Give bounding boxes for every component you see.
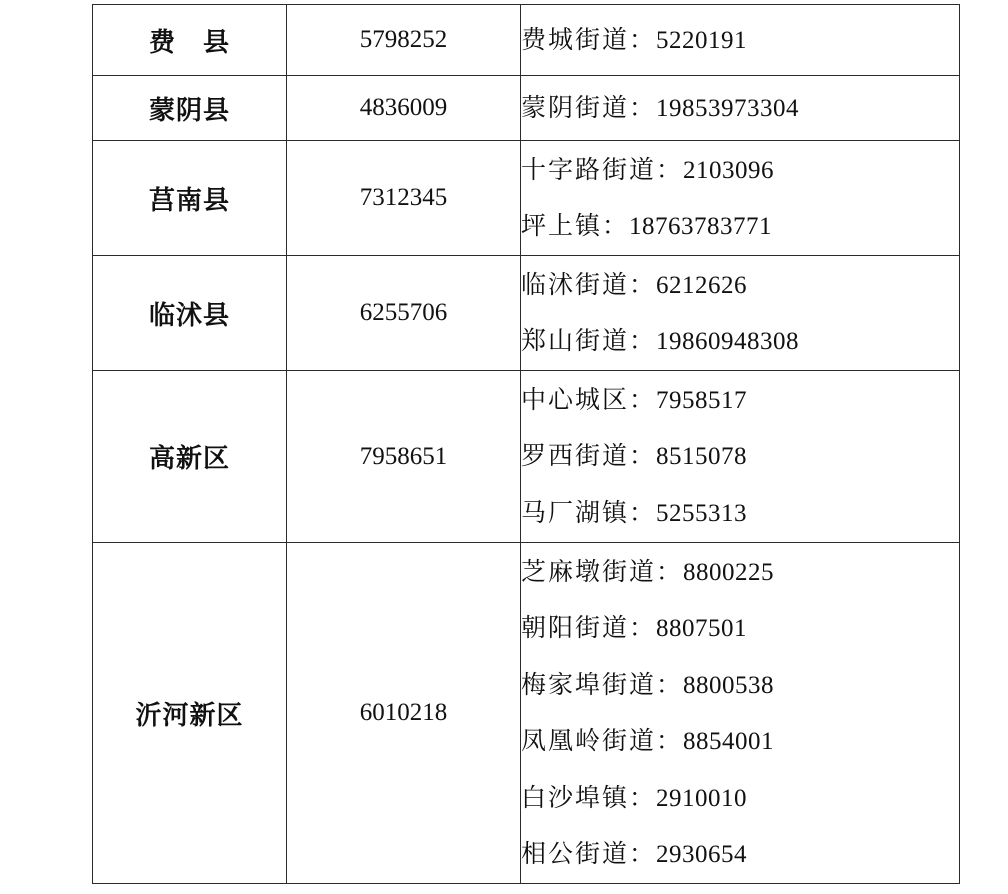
- sub-name: 郑山街道：: [521, 326, 657, 355]
- sub-contact: [521, 80, 959, 137]
- region-name: 蒙阴县: [93, 76, 287, 141]
- sub-contact: [521, 770, 959, 827]
- sub-contact: [521, 428, 959, 485]
- sub-phone: 8515078: [656, 443, 748, 471]
- sub-contact: [521, 257, 959, 314]
- sub-name: 罗西街道：: [521, 441, 657, 471]
- region-phone: 4836009: [287, 76, 521, 141]
- sub-contacts: [521, 141, 960, 256]
- sub-contact: [521, 485, 959, 542]
- sub-contact: [521, 600, 959, 657]
- sub-contacts: [521, 256, 960, 371]
- region-name: 临沭县: [93, 256, 287, 371]
- sub-phone: 6212626: [656, 271, 748, 299]
- sub-phone: 8800538: [683, 671, 775, 699]
- contact-table: [92, 4, 960, 884]
- sub-contact: [521, 544, 959, 601]
- region-phone: 6255706: [287, 256, 521, 371]
- region-phone: 7312345: [287, 141, 521, 256]
- table-row: [93, 543, 960, 884]
- region-name: 费 县: [93, 5, 287, 76]
- sub-phone: 19853973304: [656, 94, 800, 122]
- sub-phone: 2930654: [656, 841, 748, 868]
- sub-name: 芝麻墩街道：: [521, 556, 684, 586]
- region-phone: 6010218: [287, 543, 521, 884]
- sub-name: 白沙埠镇：: [521, 782, 657, 812]
- sub-name: 临沭街道：: [521, 269, 657, 299]
- sub-name: 费城街道：: [521, 24, 657, 54]
- sub-name: 凤凰岭街道：: [521, 726, 684, 755]
- sub-contact: [521, 713, 959, 770]
- sub-contact: [521, 313, 959, 370]
- region-name: 莒南县: [93, 141, 287, 256]
- sub-contacts: [521, 543, 960, 884]
- sub-phone: 2910010: [656, 784, 748, 812]
- sub-name: 中心城区：: [521, 384, 657, 414]
- table-row: [93, 76, 960, 141]
- sub-name: 马厂湖镇：: [521, 497, 657, 527]
- sub-phone: 5255313: [656, 499, 748, 527]
- region-phone: 7958651: [287, 371, 521, 543]
- sub-name: 坪上镇：: [521, 211, 630, 240]
- sub-contact: [521, 372, 959, 429]
- sub-contact: [521, 826, 959, 883]
- sub-name: 梅家埠街道：: [521, 669, 684, 699]
- sub-phone: 7958517: [656, 386, 748, 414]
- region-phone: 5798252: [287, 5, 521, 76]
- sub-contact: [521, 12, 959, 69]
- region-name: 沂河新区: [93, 543, 287, 884]
- sub-contacts: [521, 5, 960, 76]
- sub-phone: 19860948308: [656, 328, 800, 355]
- sub-contacts: [521, 76, 960, 141]
- sub-name: 相公街道：: [521, 839, 657, 868]
- sub-phone: 2103096: [683, 156, 775, 184]
- sub-contact: [521, 657, 959, 714]
- region-name: 高新区: [93, 371, 287, 543]
- sub-phone: 5220191: [656, 26, 748, 54]
- table-row: [93, 141, 960, 256]
- sub-phone: 18763783771: [629, 213, 773, 240]
- sub-name: 十字路街道：: [521, 154, 684, 184]
- table-row: [93, 5, 960, 76]
- sub-name: 朝阳街道：: [521, 613, 657, 642]
- table-row: [93, 371, 960, 543]
- sub-contact: [521, 142, 959, 199]
- sub-name: 蒙阴街道：: [521, 92, 657, 122]
- sub-phone: 8800225: [683, 558, 775, 586]
- table-row: [93, 256, 960, 371]
- sub-contacts: [521, 371, 960, 543]
- sub-contact: [521, 198, 959, 255]
- sub-phone: 8854001: [683, 728, 775, 755]
- sub-phone: 8807501: [656, 615, 748, 642]
